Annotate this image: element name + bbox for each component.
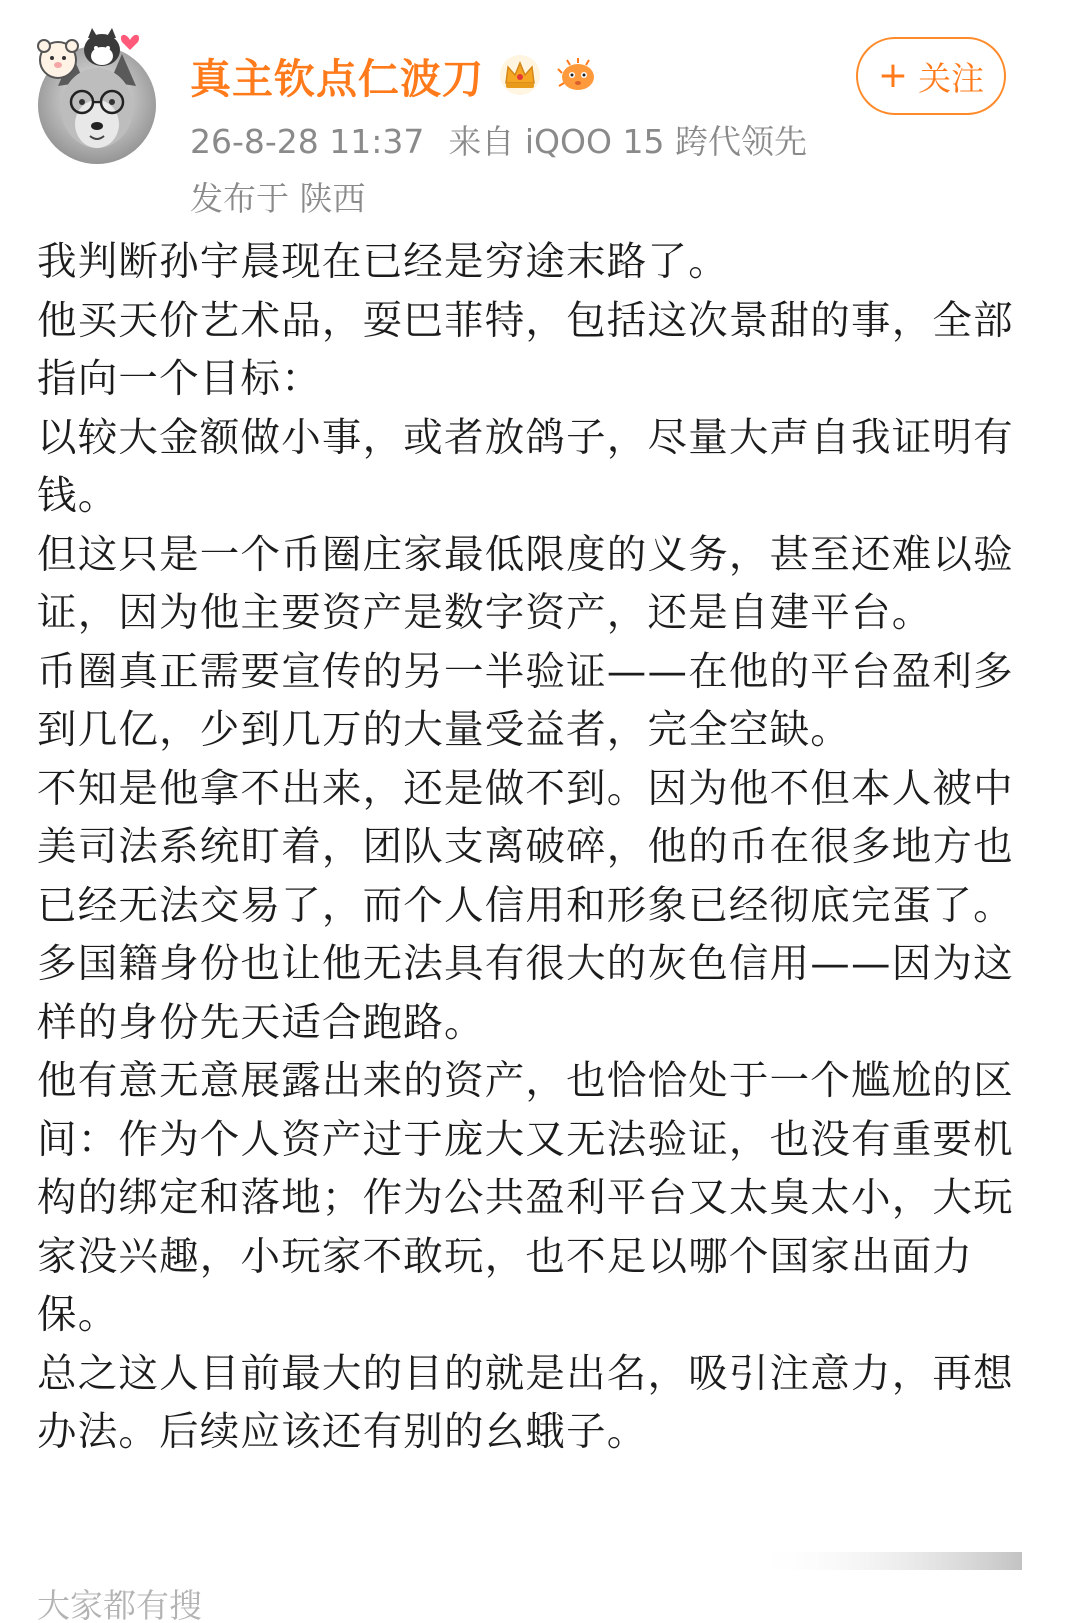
source-prefix: 来自: [448, 122, 515, 161]
crown-icon: [498, 53, 542, 97]
pet-sticker-icon: [30, 20, 160, 90]
post-paragraph: 他有意无意展露出来的资产，也恰恰处于一个尴尬的区间：作为个人资产过于庞大又无法验证，也没有重要机构的绑定和落地；作为公共盈利平台又太臭太小，大玩家没兴趣，小玩家不敢玩，也不足以哪个国家出面力保。: [37, 1058, 1014, 1338]
post-paragraph: 但这只是一个币圈庄家最低限度的义务，甚至还难以验证，因为他主要资产是数字资产，还是自建平台。: [37, 531, 1014, 636]
plus-icon: +: [877, 55, 909, 96]
post-body: [37, 233, 1017, 1462]
post-location: 发布于 陕西: [190, 179, 366, 218]
scroll-fade-indicator: [752, 1548, 1022, 1574]
follow-button-label: 关注: [918, 58, 985, 98]
post-paragraph: 总之这人目前最大的目的就是出名，吸引注意力，再想办法。后续应该还有别的幺蛾子。: [37, 1350, 1014, 1455]
post-meta: [190, 116, 830, 163]
follow-button[interactable]: [856, 37, 1006, 115]
post-timestamp: 26-8-28 11:37: [190, 122, 425, 161]
author-row: [190, 44, 830, 106]
related-search-label[interactable]: 大家都有搜: [37, 1586, 202, 1620]
source-device[interactable]: iQOO 15 跨代领先: [524, 122, 807, 161]
post-paragraph: 我判断孙宇晨现在已经是穷途末路了。: [37, 239, 729, 285]
post-paragraph: 币圈真正需要宣传的另一半验证——在他的平台盈利多到几亿，少到几万的大量受益者，完全空缺。: [37, 648, 1014, 753]
post-paragraph: 以较大金额做小事，或者放鸽子，尽量大声自我证明有钱。: [37, 414, 1014, 519]
post-paragraph: 不知是他拿不出来，还是做不到。因为他不但本人被中美司法系统盯着，团队支离破碎，他的币在很多地方也已经无法交易了，而个人信用和形象已经彻底完蛋了。多国籍身份也让他无法具有很大的灰色信用——因为这样的身份先天适合跑路。: [37, 765, 1014, 1046]
author-name[interactable]: 真主钦点仁波刀: [190, 54, 484, 103]
author-block: [190, 44, 830, 218]
post-paragraph: 他买天价艺术品，耍巴菲特，包括这次景甜的事，全部指向一个目标：: [37, 297, 1014, 402]
pufferfish-icon: [556, 53, 600, 97]
post-header: [0, 0, 1080, 230]
